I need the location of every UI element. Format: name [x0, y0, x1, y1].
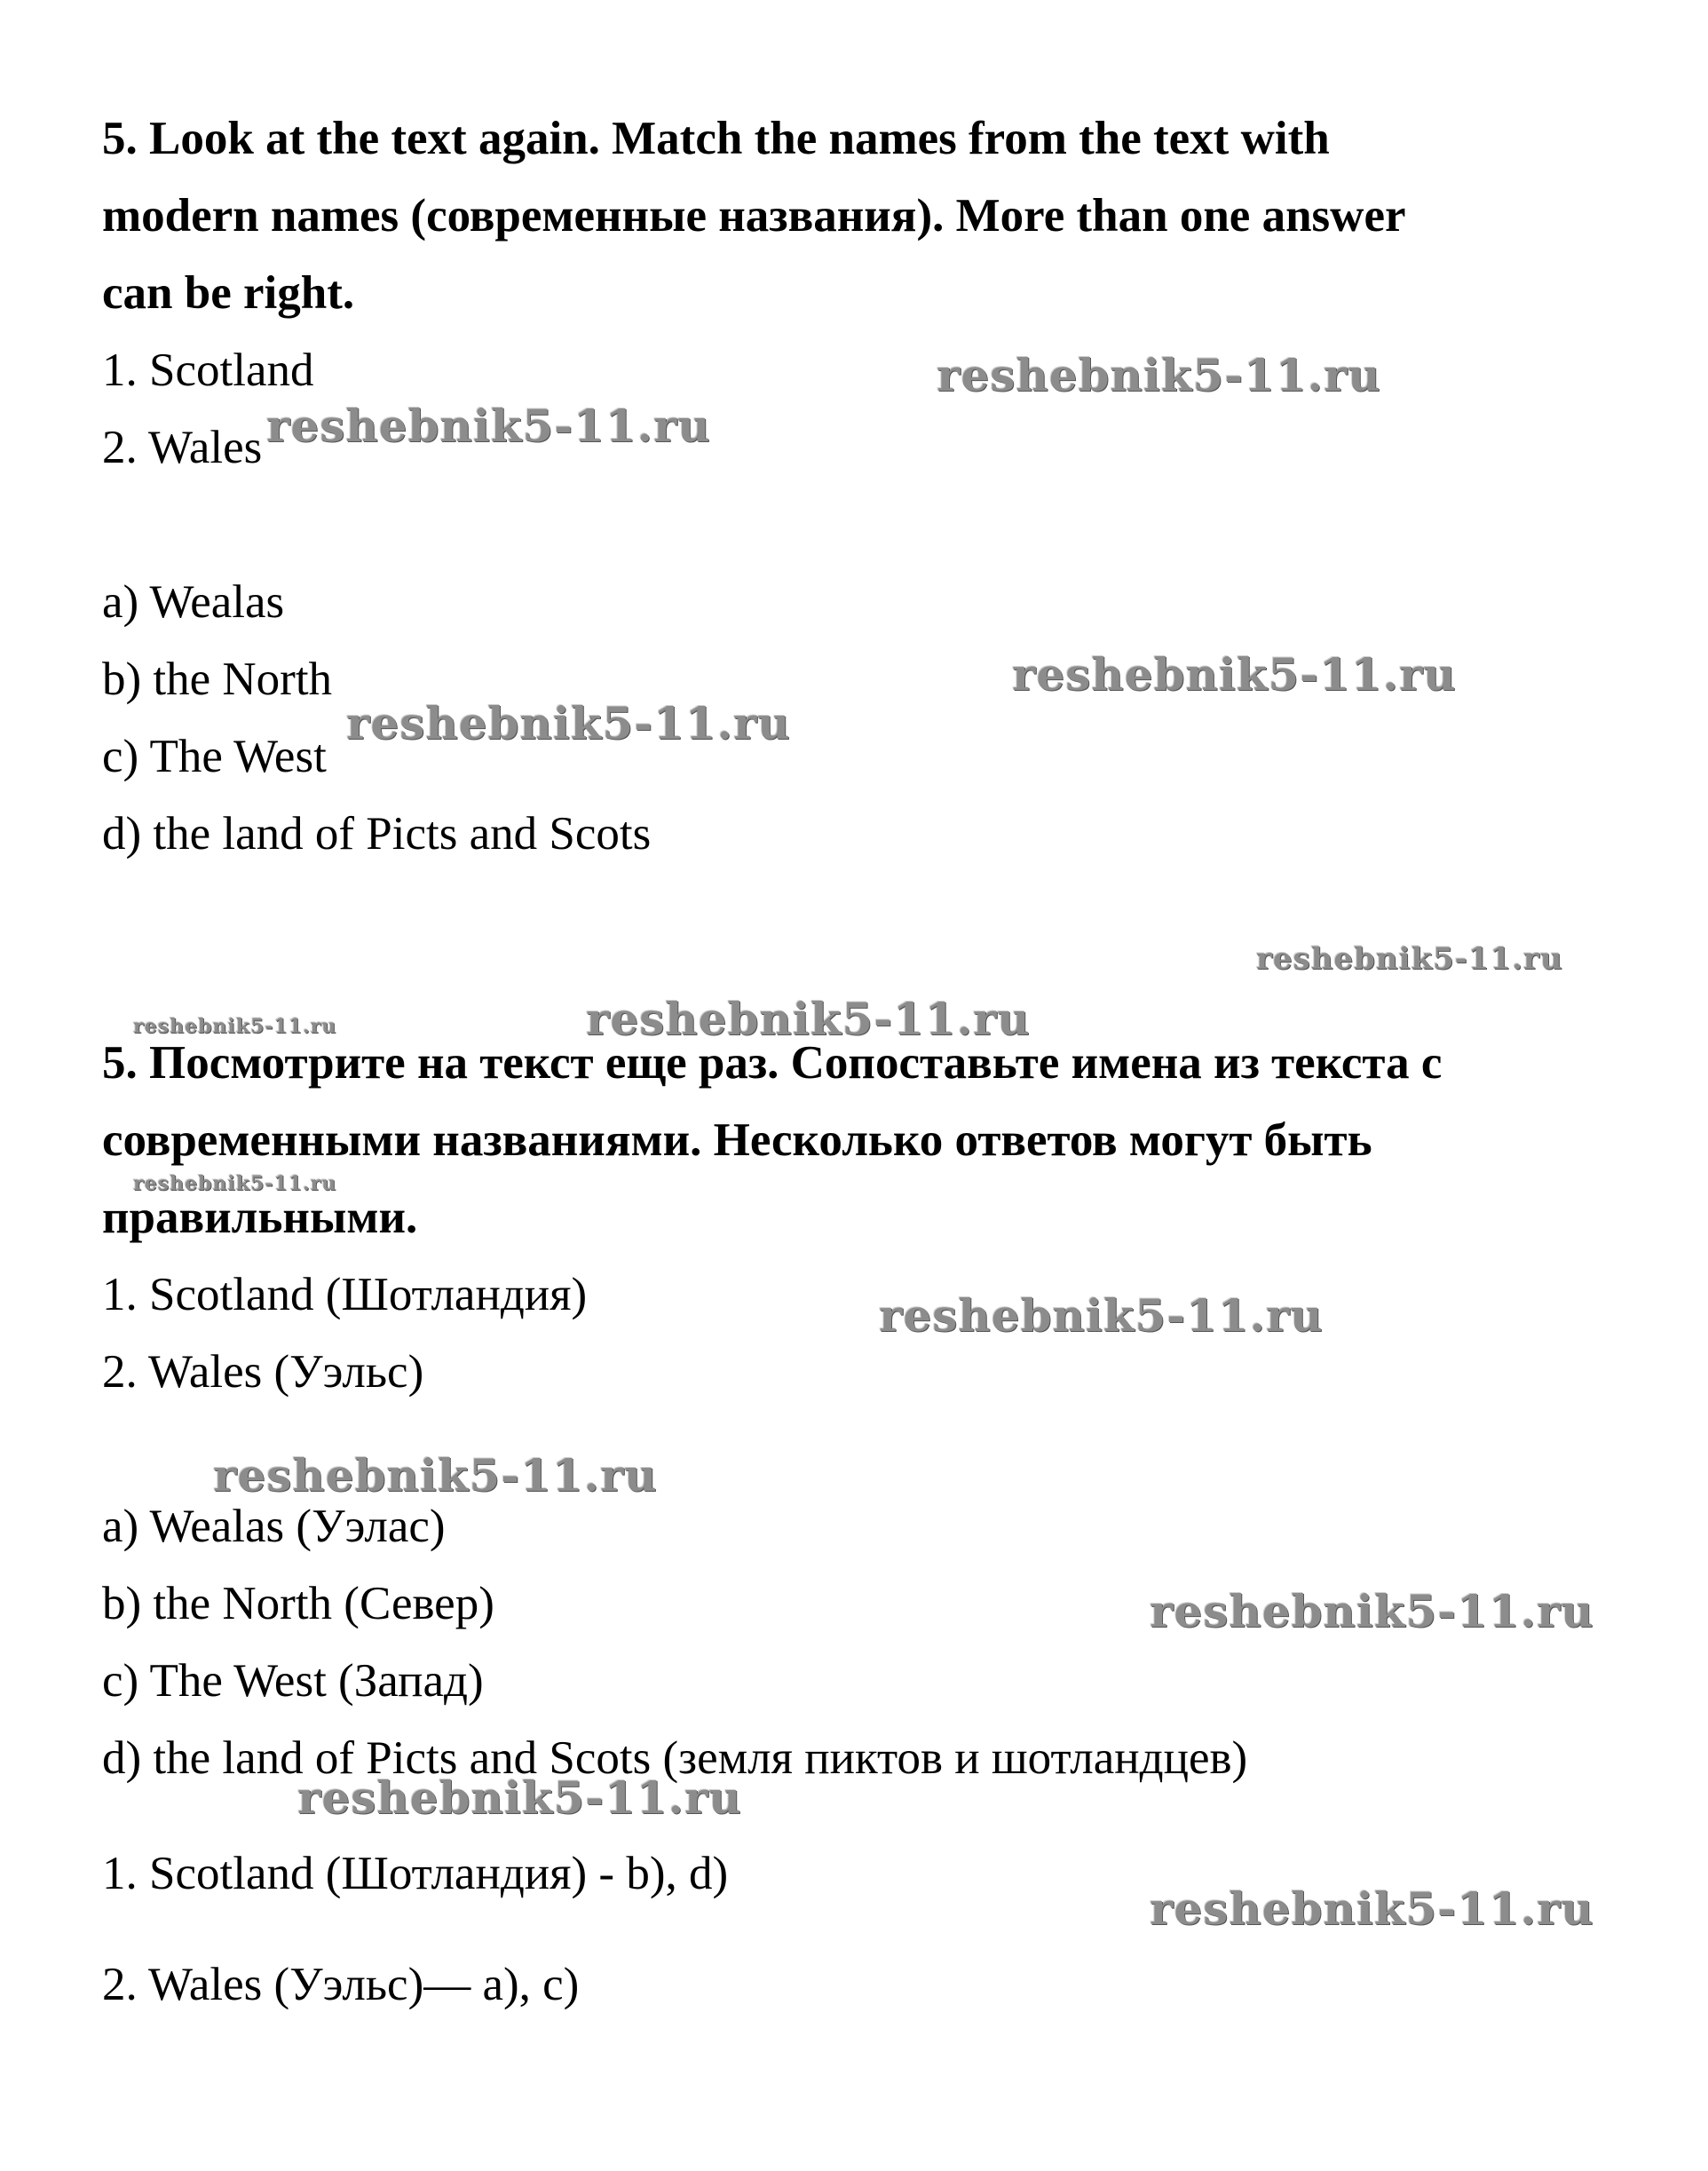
option-item-a-ru: a) Wealas (Уэлас) — [102, 1501, 446, 1552]
option-item-a: a) Wealas — [102, 576, 285, 628]
watermark: reshebnik5-11.ru — [1150, 1585, 1594, 1637]
task-heading-ru-line-3: правильными. — [102, 1192, 418, 1243]
watermark: reshebnik5-11.ru — [879, 1289, 1324, 1342]
watermark: reshebnik5-11.ru — [266, 400, 711, 452]
answer-item-wales: 2. Wales (Уэльс)— a), c) — [102, 1959, 580, 2010]
watermark: reshebnik5-11.ru — [133, 1015, 337, 1038]
task-heading-ru-line-2: современными названиями. Несколько ответов могут быть — [102, 1114, 1372, 1166]
watermark: reshebnik5-11.ru — [1012, 648, 1457, 701]
option-item-b-ru: b) the North (Север) — [102, 1578, 494, 1629]
task-heading-en-line-2: modern names (современные названия). More than one answer — [102, 190, 1406, 242]
watermark: reshebnik5-11.ru — [297, 1771, 742, 1824]
option-item-d-ru: d) the land of Picts and Scots (земля пиктов и шотландцев) — [102, 1732, 1248, 1784]
name-item-scotland-ru: 1. Scotland (Шотландия) — [102, 1269, 588, 1320]
name-item-wales-ru: 2. Wales (Уэльс) — [102, 1346, 424, 1398]
answer-item-scotland: 1. Scotland (Шотландия) - b), d) — [102, 1848, 729, 1899]
watermark: reshebnik5-11.ru — [937, 349, 1381, 401]
option-item-c-ru: c) The West (Запад) — [102, 1655, 484, 1707]
name-item-wales: 2. Wales — [102, 422, 263, 473]
watermark: reshebnik5-11.ru — [1256, 941, 1563, 977]
task-heading-ru-line-1: 5. Посмотрите на текст еще раз. Сопоставьте имена из текста с — [102, 1037, 1443, 1089]
name-item-scotland: 1. Scotland — [102, 345, 314, 396]
watermark: reshebnik5-11.ru — [133, 1172, 337, 1195]
option-item-d: d) the land of Picts and Scots — [102, 808, 652, 860]
watermark: reshebnik5-11.ru — [213, 1449, 658, 1501]
task-heading-en-line-1: 5. Look at the text again. Match the names from the text with — [102, 113, 1330, 164]
watermark: reshebnik5-11.ru — [1150, 1882, 1594, 1935]
watermark: reshebnik5-11.ru — [346, 697, 791, 749]
option-item-b: b) the North — [102, 654, 333, 705]
watermark: reshebnik5-11.ru — [586, 993, 1031, 1045]
task-heading-en-line-3: can be right. — [102, 267, 355, 319]
option-item-c: c) The West — [102, 731, 327, 782]
